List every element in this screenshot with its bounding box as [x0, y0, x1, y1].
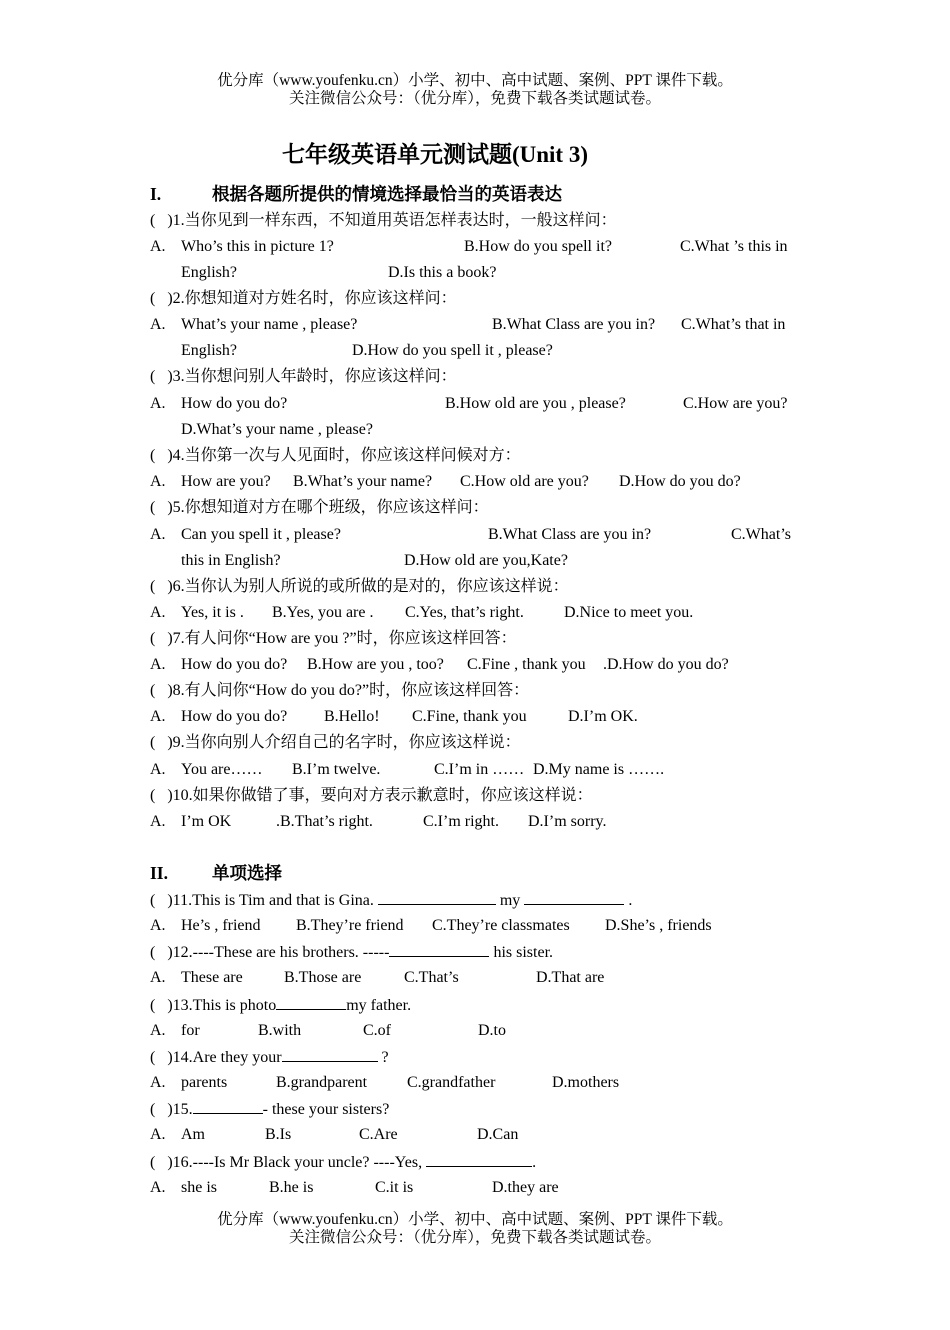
option-label: A. [150, 1022, 166, 1039]
option-b: B.he is [269, 1179, 314, 1196]
option-d: D.Can [477, 1126, 519, 1143]
option-c: C.How are you? [683, 395, 788, 412]
options-row [150, 525, 341, 545]
option-d: D.to [478, 1022, 506, 1039]
option-d: D.mothers [552, 1074, 620, 1091]
option-b: B.How do you spell it? [464, 238, 612, 255]
option-c: C.What ’s this in [680, 238, 788, 255]
option-d: D.Nice to meet you. [564, 604, 694, 621]
option-c: C.I’m in …… [434, 761, 525, 778]
options-row [150, 1125, 205, 1145]
option-b: B.I’m twelve. [292, 761, 381, 778]
section-number: I. [150, 184, 162, 204]
option-b: .B.That’s right. [276, 813, 373, 830]
option-a: Yes, it is . [181, 604, 244, 621]
option-d: D.How do you do? [619, 473, 741, 490]
section-title: 单项选择 [212, 863, 282, 883]
options-row [150, 603, 244, 623]
option-d: D.She’s , friends [605, 917, 712, 934]
option-a: How are you? [181, 473, 271, 490]
answer-blank [524, 890, 624, 905]
option-b: B.What Class are you in? [492, 316, 656, 333]
option-a: parents [181, 1074, 228, 1091]
option-label: A. [150, 395, 166, 412]
options-row [150, 1021, 200, 1041]
option-label: A. [150, 917, 166, 934]
option-a: These are [181, 969, 243, 986]
option-b: B.How old are you , please? [445, 395, 626, 412]
stem-text: his sister. [493, 944, 554, 961]
question-stem [150, 890, 632, 911]
stem-text: ( )11.This is Tim and that is Gina. [150, 892, 374, 909]
section-number: II. [150, 863, 168, 883]
option-a: He’s , friend [181, 917, 261, 934]
option-label: A. [150, 526, 166, 543]
options-row [150, 707, 287, 727]
section-title: 根据各题所提供的情境选择最恰当的英语表达 [212, 184, 562, 204]
option-b: B.Hello! [324, 708, 380, 725]
header-line-1: 优分库（www.youfenku.cn）小学、初中、高中试题、案例、PPT 课件下载。 [217, 72, 733, 89]
question-stem: ( )3.当你想问别人年龄时，你应该这样问： [150, 368, 457, 385]
option-c-continued: English? [181, 342, 237, 359]
option-label: A. [150, 708, 166, 725]
option-c: C.Yes, that’s right. [405, 604, 524, 621]
option-label: A. [150, 969, 166, 986]
question-stem: ( )8.有人问你“How do you do?”时，你应该这样回答： [150, 682, 530, 699]
option-a: How do you do? [181, 656, 288, 673]
option-a: What’s your name , please? [181, 316, 358, 333]
option-label: A. [150, 761, 166, 778]
options-row [150, 1073, 227, 1093]
option-label: A. [150, 1126, 166, 1143]
question-stem: ( )7.有人问你“How are you ?”时，你应该这样回答： [150, 630, 517, 647]
question-stem: ( )6.当你认为别人所说的或所做的是对的，你应该这样说： [150, 578, 569, 595]
stem-text: ( )15. [150, 1101, 193, 1118]
options-row [150, 472, 271, 492]
question-stem [150, 1047, 389, 1068]
question-stem [150, 1099, 389, 1120]
option-label: A. [150, 604, 166, 621]
option-c: C.How old are you? [460, 473, 589, 490]
option-label: A. [150, 473, 166, 490]
stem-text: ( )16.----Is Mr Black your uncle? ----Yes, [150, 1154, 423, 1171]
stem-text: ? [381, 1049, 389, 1066]
answer-blank [193, 1099, 263, 1114]
options-row [150, 237, 334, 257]
stem-text: my father. [346, 997, 412, 1014]
option-c: C.What’s [731, 526, 791, 543]
option-d: D.How do you spell it , please? [352, 342, 553, 359]
stem-text: - these your sisters? [262, 1101, 390, 1118]
option-label: A. [150, 238, 166, 255]
question-stem [150, 942, 553, 963]
answer-blank [276, 995, 346, 1010]
option-b: B.Is [265, 1126, 292, 1143]
option-label: A. [150, 316, 166, 333]
option-b: B.with [258, 1022, 302, 1039]
question-stem [150, 1152, 536, 1173]
option-d: D.I’m OK. [568, 708, 638, 725]
option-c: C.What’s that in [681, 316, 786, 333]
question-stem: ( )9.当你向别人介绍自己的名字时，你应该这样说： [150, 734, 521, 751]
option-b: B.Yes, you are . [272, 604, 374, 621]
section-1-heading [150, 183, 562, 205]
question-stem [150, 995, 411, 1016]
option-d: D.My name is ……. [533, 761, 665, 778]
option-a: Who’s this in picture 1? [181, 238, 334, 255]
page-title: 七年级英语单元测试题(Unit 3) [281, 142, 589, 167]
option-d: D.How old are you,Kate? [404, 552, 568, 569]
option-label: A. [150, 656, 166, 673]
option-c: C.Fine , thank you [467, 656, 586, 673]
footer-line-2: 关注微信公众号：（优分库），免费下载各类试题试卷。 [288, 1229, 661, 1246]
option-label: A. [150, 813, 166, 830]
option-b: B.What’s your name? [293, 473, 433, 490]
section-2-heading [150, 862, 282, 884]
stem-text: ( )14.Are they your [150, 1049, 282, 1066]
options-row [150, 916, 261, 936]
option-d: D.What’s your name , please? [181, 421, 373, 438]
option-a: I’m OK [181, 813, 232, 830]
stem-text: . [532, 1154, 537, 1171]
footer-line-1: 优分库（www.youfenku.cn）小学、初中、高中试题、案例、PPT 课件下载。 [217, 1211, 733, 1228]
option-c: C.They’re classmates [432, 917, 570, 934]
stem-text: my [499, 892, 521, 909]
option-d: D.they are [492, 1179, 559, 1196]
stem-text: . [628, 892, 633, 909]
option-d: D.Is this a book? [388, 264, 497, 281]
option-c: C.I’m right. [423, 813, 499, 830]
option-b: B.What Class are you in? [488, 526, 652, 543]
answer-blank [282, 1047, 378, 1062]
answer-blank [426, 1152, 532, 1167]
option-c: C.it is [375, 1179, 414, 1196]
option-a: How do you do? [181, 708, 288, 725]
option-b: B.grandparent [276, 1074, 368, 1091]
option-d: .D.How do you do? [603, 656, 729, 673]
question-stem: ( )10.如果你做错了事，要向对方表示歉意时，你应该这样说： [150, 787, 593, 804]
question-stem: ( )4.当你第一次与人见面时，你应该这样问候对方： [150, 447, 521, 464]
option-a: Can you spell it , please? [181, 526, 341, 543]
option-a: she is [181, 1179, 217, 1196]
option-c: C.of [363, 1022, 391, 1039]
option-label: A. [150, 1179, 166, 1196]
option-d: D.I’m sorry. [528, 813, 607, 830]
option-c: C.Are [359, 1126, 398, 1143]
answer-blank [389, 942, 489, 957]
options-row [150, 760, 262, 780]
question-stem: ( )1.当你见到一样东西，不知道用英语怎样表达时，一般这样问： [150, 212, 617, 229]
option-b: B.Those are [284, 969, 362, 986]
options-row [150, 812, 231, 832]
stem-text: ( )13.This is photo [150, 997, 277, 1014]
options-row [150, 315, 357, 335]
option-a: You are…… [181, 761, 263, 778]
options-row [150, 1178, 217, 1198]
option-c: C.Fine, thank you [412, 708, 527, 725]
option-c: C.That’s [404, 969, 459, 986]
options-row [150, 968, 243, 988]
option-label: A. [150, 1074, 166, 1091]
question-stem: ( )2.你想知道对方姓名时，你应该这样问： [150, 290, 457, 307]
option-a: How do you do? [181, 395, 288, 412]
option-b: B.They’re friend [296, 917, 404, 934]
option-c-continued: this in English? [181, 552, 281, 569]
header-line-2: 关注微信公众号：（优分库），免费下载各类试题试卷。 [288, 90, 661, 107]
answer-blank [378, 890, 496, 905]
option-a: for [181, 1022, 200, 1039]
options-row [150, 394, 287, 414]
option-b: B.How are you , too? [307, 656, 444, 673]
options-row [150, 655, 287, 675]
option-d: D.That are [536, 969, 605, 986]
option-c: C.grandfather [407, 1074, 496, 1091]
stem-text: ( )12.----These are his brothers. ----- [150, 944, 390, 961]
option-a: Am [181, 1126, 205, 1143]
option-c-continued: English? [181, 264, 237, 281]
question-stem: ( )5.你想知道对方在哪个班级，你应该这样问： [150, 499, 489, 516]
